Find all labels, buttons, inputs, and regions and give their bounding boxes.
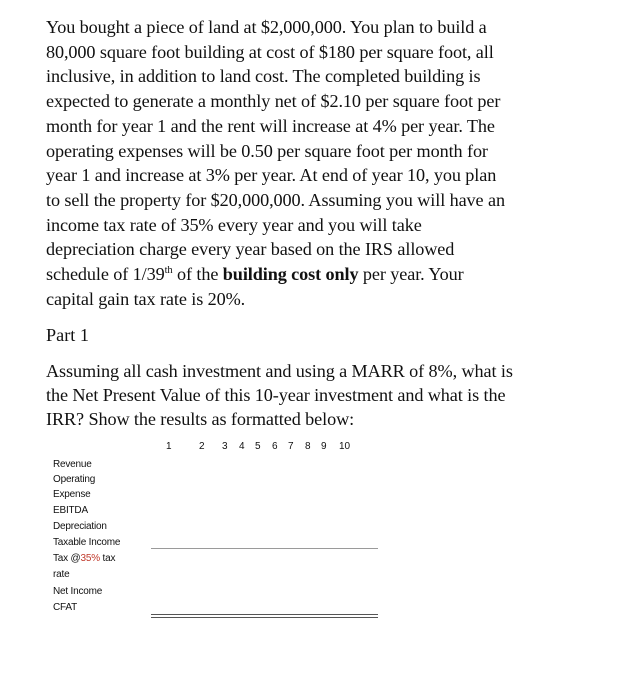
year-2: 2 — [199, 441, 205, 452]
problem-line-6: operating expenses will be 0.50 per square foot per month for — [46, 140, 488, 161]
problem-line-2: 80,000 square foot building at cost of $180 per square foot, all — [46, 41, 494, 62]
row-label-tax — [53, 553, 115, 564]
row-label-expense: Expense — [53, 489, 91, 500]
row-label-depreciation: Depreciation — [53, 521, 107, 532]
row-label-net-income: Net Income — [53, 586, 103, 597]
row-label-revenue: Revenue — [53, 459, 92, 470]
row-label-operating: Operating — [53, 474, 96, 485]
cfat-double-rule — [151, 614, 378, 618]
problem-line-3: inclusive, in addition to land cost. The completed building is — [46, 66, 481, 87]
problem-line-11-after: per year. Your — [358, 264, 464, 285]
problem-line-12: capital gain tax rate is 20%. — [46, 288, 246, 309]
tax-suffix: tax — [99, 553, 116, 564]
row-label-cfat: CFAT — [53, 602, 78, 613]
emphasis-building-cost-only: building cost only — [222, 264, 359, 285]
taxable-income-rule — [151, 548, 378, 549]
year-6: 6 — [272, 441, 278, 452]
year-header-row — [0, 441, 617, 455]
problem-line-11-middle: of the — [172, 264, 223, 285]
year-5: 5 — [255, 441, 261, 452]
question-line-2: the Net Present Value of this 10-year investment and what is the — [46, 385, 506, 406]
row-label-rate: rate — [53, 569, 70, 580]
question-line-3: IRR? Show the results as formatted below: — [46, 409, 355, 430]
year-10: 10 — [339, 441, 351, 452]
year-4: 4 — [239, 441, 245, 452]
problem-line-5: month for year 1 and the rent will increase at 4% per year. The — [46, 115, 495, 136]
problem-line-10: depreciation charge every year based on the IRS allowed — [46, 239, 455, 260]
problem-line-11 — [46, 262, 586, 287]
problem-line-11-before: schedule of 1/39 — [46, 264, 165, 285]
ordinal-suffix: th — [164, 265, 173, 277]
year-7: 7 — [288, 441, 294, 452]
problem-line-8: to sell the property for $20,000,000. Assuming you will have an — [46, 189, 505, 210]
year-3: 3 — [222, 441, 228, 452]
year-1: 1 — [166, 441, 172, 452]
question-line-1: Assuming all cash investment and using a MARR of 8%, what is — [46, 361, 513, 381]
tax-prefix: Tax @ — [53, 553, 81, 564]
year-9: 9 — [321, 441, 327, 452]
problem-line-1: You bought a piece of land at $2,000,000. You plan to build a — [46, 17, 487, 37]
problem-line-4: expected to generate a monthly net of $2.10 per square foot per — [46, 91, 501, 112]
question-statement — [46, 359, 586, 432]
year-8: 8 — [305, 441, 311, 452]
row-label-taxable-income: Taxable Income — [53, 537, 121, 548]
part-heading: Part 1 — [46, 325, 89, 345]
problem-line-9: income tax rate of 35% every year and you will take — [46, 214, 422, 235]
row-label-ebitda: EBITDA — [53, 505, 88, 516]
problem-statement — [46, 15, 586, 311]
tax-rate-highlight: 35% — [80, 553, 100, 564]
problem-line-7: year 1 and increase at 3% per year. At end of year 10, you plan — [46, 165, 497, 186]
